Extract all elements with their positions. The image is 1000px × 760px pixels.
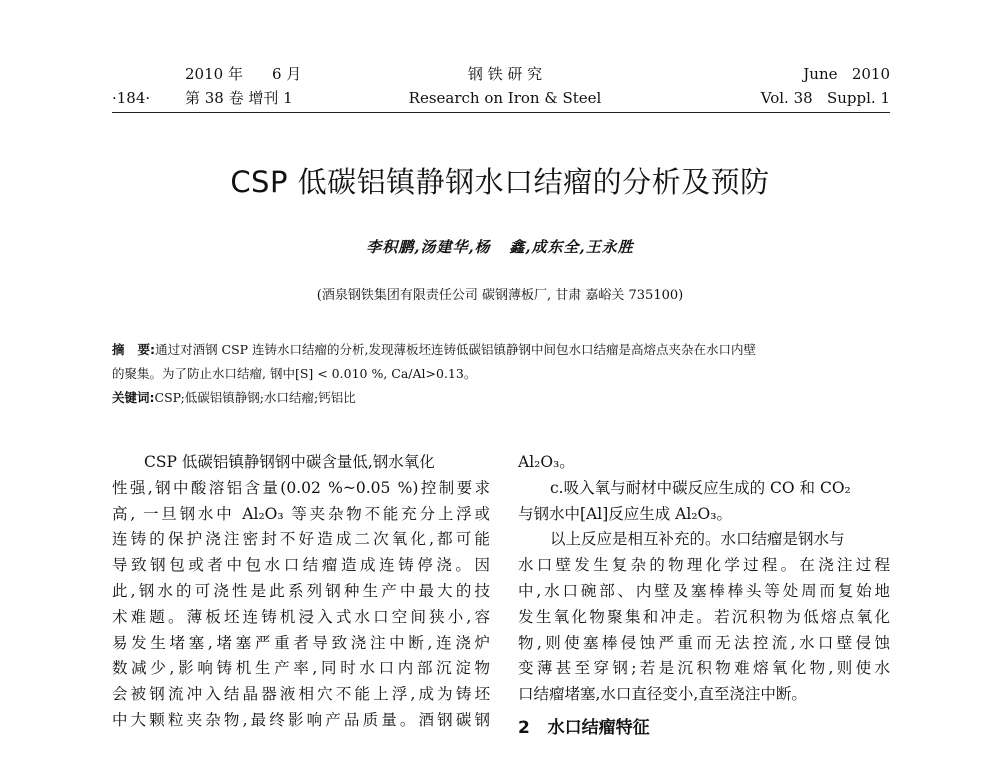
- body-line: 此,钢水的可浇性是此系列钢种生产中最大的技: [112, 581, 490, 600]
- body-line: Al₂O₃。: [518, 453, 575, 471]
- abstract-line-2: [112, 364, 476, 384]
- body-line: 数减少,影响铸机生产率,同时水口内部沉淀物: [112, 659, 490, 678]
- body-line: 物,则使塞棒侵蚀严重而无法控流,水口壁侵蚀: [518, 633, 890, 652]
- body-line: 性强,钢中酸溶铝含量(0.02 %~0.05 %)控制要求: [112, 478, 490, 497]
- authors: 李积鹏,汤建华,杨 鑫,成东全,王永胜: [366, 238, 634, 256]
- body-line: 会被钢流冲入结晶器液相穴不能上浮,成为铸坯: [112, 685, 490, 704]
- body-line: 水口壁发生复杂的物理化学过程。在浇注过程: [518, 556, 890, 575]
- header-year: 2010 年: [185, 65, 243, 83]
- keywords-label: 关键词:: [112, 390, 155, 405]
- body-column-right: [518, 450, 890, 742]
- page-number: ·184·: [112, 89, 151, 107]
- body-line: 术难题。薄板坯连铸机浸入式水口空间狭小,容: [112, 607, 490, 626]
- header-volume-cn: 第 38 卷 增刊 1: [185, 89, 293, 107]
- body-column-left: [112, 450, 490, 734]
- keywords-line: [112, 388, 356, 408]
- body-line: CSP 低碳铝镇静钢钢中碳含量低,钢水氧化: [144, 453, 435, 471]
- body-line: c.吸入氧与耐材中碳反应生成的 CO 和 CO₂: [550, 478, 851, 497]
- body-line: 发生氧化物聚集和冲走。若沉积物为低熔点氧化: [518, 607, 890, 626]
- keywords-text: CSP;低碳铝镇静钢;水口结瘤;钙铝比: [154, 390, 356, 405]
- body-line: 易发生堵塞,堵塞严重者导致浇注中断,连浇炉: [112, 633, 490, 652]
- header-volume-en: Vol. 38 Suppl. 1: [760, 89, 890, 107]
- body-line: 与钢水中[Al]反应生成 Al₂O₃。: [518, 504, 732, 523]
- abstract-text-2: 的聚集。为了防止水口结瘤, 钢中[S] < 0.010 %, Ca/Al>0.13。: [112, 366, 477, 381]
- body-line: 导致钢包或者中包水口结瘤造成连铸停浇。因: [112, 556, 490, 575]
- abstract-line-1: [112, 340, 756, 360]
- body-line: 中大颗粒夹杂物,最终影响产品质量。酒钢碳钢: [112, 710, 490, 729]
- journal-title-cn: 钢 铁 研 究: [467, 65, 543, 83]
- body-line: 口结瘤堵塞,水口直径变小,直至浇注中断。: [518, 685, 807, 704]
- section-heading: 2 水口结瘤特征: [518, 717, 650, 738]
- body-line: 以上反应是相互补充的。水口结瘤是钢水与: [550, 530, 845, 549]
- paper-title: CSP 低碳铝镇静钢水口结瘤的分析及预防: [230, 165, 770, 199]
- abstract-label: 摘 要:: [112, 342, 156, 357]
- header-rule: [112, 112, 890, 113]
- abstract-text-1: 通过对酒钢 CSP 连铸水口结瘤的分析,发现薄板坯连铸低碳铝镇静钢中间包水口结瘤是高熔点夹杂在水口内壁: [155, 342, 757, 357]
- affiliation: (酒泉钢铁集团有限责任公司 碳钢薄板厂, 甘肃 嘉峪关 735100): [316, 288, 684, 303]
- header-date-en: June 2010: [803, 65, 890, 83]
- body-line: 高, 一旦钢水中 Al₂O₃ 等夹杂物不能充分上浮或: [112, 504, 490, 523]
- header-month: 6 月: [272, 65, 302, 83]
- body-line: 变薄甚至穿钢;若是沉积物难熔氧化物,则使水: [518, 659, 890, 678]
- body-line: 连铸的保护浇注密封不好造成二次氧化,都可能: [112, 530, 490, 549]
- body-line: 中,水口碗部、内壁及塞棒棒头等处周而复始地: [518, 581, 890, 600]
- journal-title-en: Research on Iron & Steel: [408, 89, 602, 107]
